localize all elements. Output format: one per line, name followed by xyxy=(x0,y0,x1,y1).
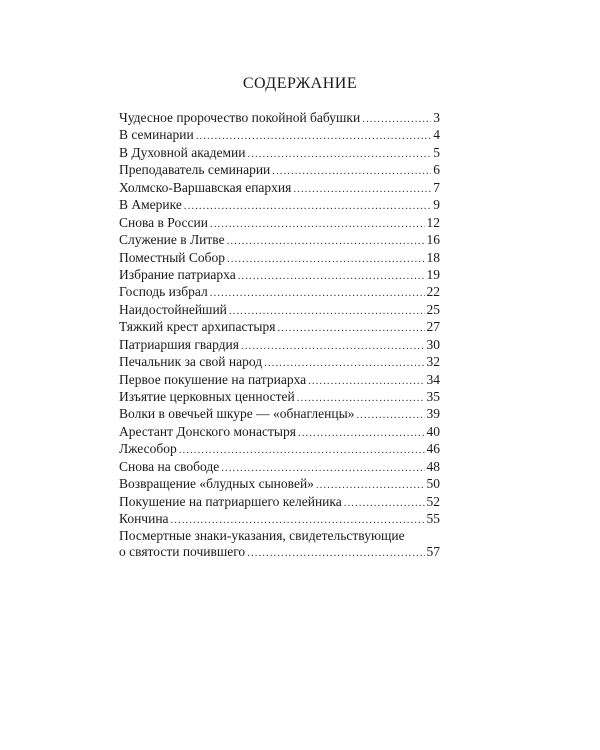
dot-leader xyxy=(356,407,424,424)
toc-entry-page: 50 xyxy=(426,476,440,492)
dot-leader xyxy=(293,181,431,198)
toc-entry-page: 52 xyxy=(426,493,440,509)
toc-entry xyxy=(119,144,440,161)
dot-leader xyxy=(362,111,431,128)
toc-entry-title: Печальник за свой народ xyxy=(119,354,263,370)
toc-entry-title: Арестант Донского монастыря xyxy=(119,423,296,439)
toc-entry-page: 35 xyxy=(426,389,440,404)
toc-entry xyxy=(119,493,440,510)
dot-leader xyxy=(227,251,424,268)
dot-leader xyxy=(241,338,425,355)
dot-leader xyxy=(227,233,425,250)
toc-entry-page: 3 xyxy=(433,110,440,125)
toc-entry xyxy=(119,405,440,422)
toc-list xyxy=(119,109,440,560)
dot-leader xyxy=(247,545,424,562)
dot-leader xyxy=(344,495,425,512)
toc-entry xyxy=(119,475,440,492)
toc-entry xyxy=(119,214,440,231)
toc-entry-title: Служение в Литве xyxy=(119,232,225,248)
toc-entry-page: 9 xyxy=(433,197,440,213)
toc-entry-page: 48 xyxy=(426,458,440,474)
toc-entry xyxy=(119,353,440,370)
toc-entry xyxy=(119,231,440,248)
toc-entry-page: 39 xyxy=(426,406,440,422)
toc-entry-page: 30 xyxy=(426,336,440,352)
toc-heading: СОДЕРЖАНИЕ xyxy=(242,75,358,92)
toc-entry-page: 22 xyxy=(426,284,440,300)
toc-entry-title: Покушение на патриаршего келейника xyxy=(119,493,342,509)
toc-entry-page: 27 xyxy=(426,319,440,335)
toc-entry-title: Снова на свободе xyxy=(119,458,220,474)
toc-entry-title: Кончина xyxy=(119,511,169,527)
toc-entry-page: 46 xyxy=(426,441,440,457)
toc-entry xyxy=(119,196,440,213)
dot-leader xyxy=(298,425,425,442)
dot-leader xyxy=(247,146,431,163)
toc-entry-title: Изъятие церковных ценностей xyxy=(119,389,295,404)
dot-leader xyxy=(171,512,425,529)
toc-entry-page: 5 xyxy=(433,144,440,160)
toc-entry xyxy=(119,249,440,266)
dot-leader xyxy=(277,320,424,337)
toc-entry xyxy=(119,301,440,318)
toc-entry-page: 18 xyxy=(426,249,440,265)
toc-entry xyxy=(119,318,440,335)
toc-entry-title: Преподаватель семинарии xyxy=(119,162,271,178)
toc-entry-title: Господь избрал xyxy=(119,284,208,300)
toc-entry-title: Чудесное пророчество покойной бабушки xyxy=(119,110,361,125)
toc-entry xyxy=(119,283,440,300)
toc-entry-page: 16 xyxy=(426,232,440,248)
dot-leader xyxy=(272,163,431,180)
toc-entry xyxy=(119,126,440,143)
toc-entry xyxy=(119,388,440,405)
toc-entry xyxy=(119,423,440,440)
toc-entry xyxy=(119,440,440,457)
toc-entry xyxy=(119,179,440,196)
dot-leader xyxy=(210,216,425,233)
toc-entry-title-line1: Посмертные знаки-указания, свидетельствующие xyxy=(119,527,405,543)
toc-entry-page: 6 xyxy=(433,162,440,178)
toc-entry-page: 55 xyxy=(426,511,440,527)
toc-entry-title: Поместный Собор xyxy=(119,249,226,265)
toc-entry xyxy=(119,371,440,388)
toc-entry-page: 12 xyxy=(426,214,440,230)
toc-entry-title: Первое покушение на патриарха xyxy=(119,371,307,387)
toc-entry-page: 7 xyxy=(433,179,440,195)
toc-entry xyxy=(119,109,440,126)
toc-entry xyxy=(119,266,440,283)
toc-entry-page: 4 xyxy=(433,127,440,143)
toc-entry-title: В семинарии xyxy=(119,127,194,143)
dot-leader xyxy=(184,198,431,215)
toc-entry-page: 32 xyxy=(426,354,440,370)
toc-entry-title: Патриаршия гвардия xyxy=(119,336,239,352)
dot-leader xyxy=(210,285,425,302)
toc-entry-title: В Духовной академии xyxy=(119,144,246,160)
toc-entry-title: Тяжкий крест архипастыря xyxy=(119,319,276,335)
toc-entry-title: В Америке xyxy=(119,197,182,213)
toc-entry xyxy=(119,510,440,527)
toc-entry-page: 40 xyxy=(426,423,440,439)
toc-entry-title: Возвращение «блудных сыновей» xyxy=(119,476,314,492)
toc-entry xyxy=(119,161,440,178)
toc-entry-page: 19 xyxy=(426,266,440,282)
toc-entry-title: Наидостойнейший xyxy=(119,301,227,317)
toc-entry-title: Снова в России xyxy=(119,214,208,230)
toc-entry-title: Волки в овечьей шкуре — «обнагленцы» xyxy=(119,406,355,422)
dot-leader xyxy=(308,373,424,390)
toc-entry-multiline xyxy=(119,528,440,560)
toc-entry-title-line2: о святости почившего xyxy=(119,543,246,559)
toc-entry xyxy=(119,458,440,475)
toc-entry-title: Избрание патриарха xyxy=(119,266,236,282)
dot-leader xyxy=(238,268,425,285)
toc-entry-title: Лжесобор xyxy=(119,441,177,457)
toc-entry-page: 57 xyxy=(426,543,440,559)
toc-entry-title: Холмско-Варшавская епархия xyxy=(119,179,292,195)
toc-entry xyxy=(119,336,440,353)
toc-entry-page: 25 xyxy=(426,301,440,317)
toc-entry-page: 34 xyxy=(426,371,440,387)
